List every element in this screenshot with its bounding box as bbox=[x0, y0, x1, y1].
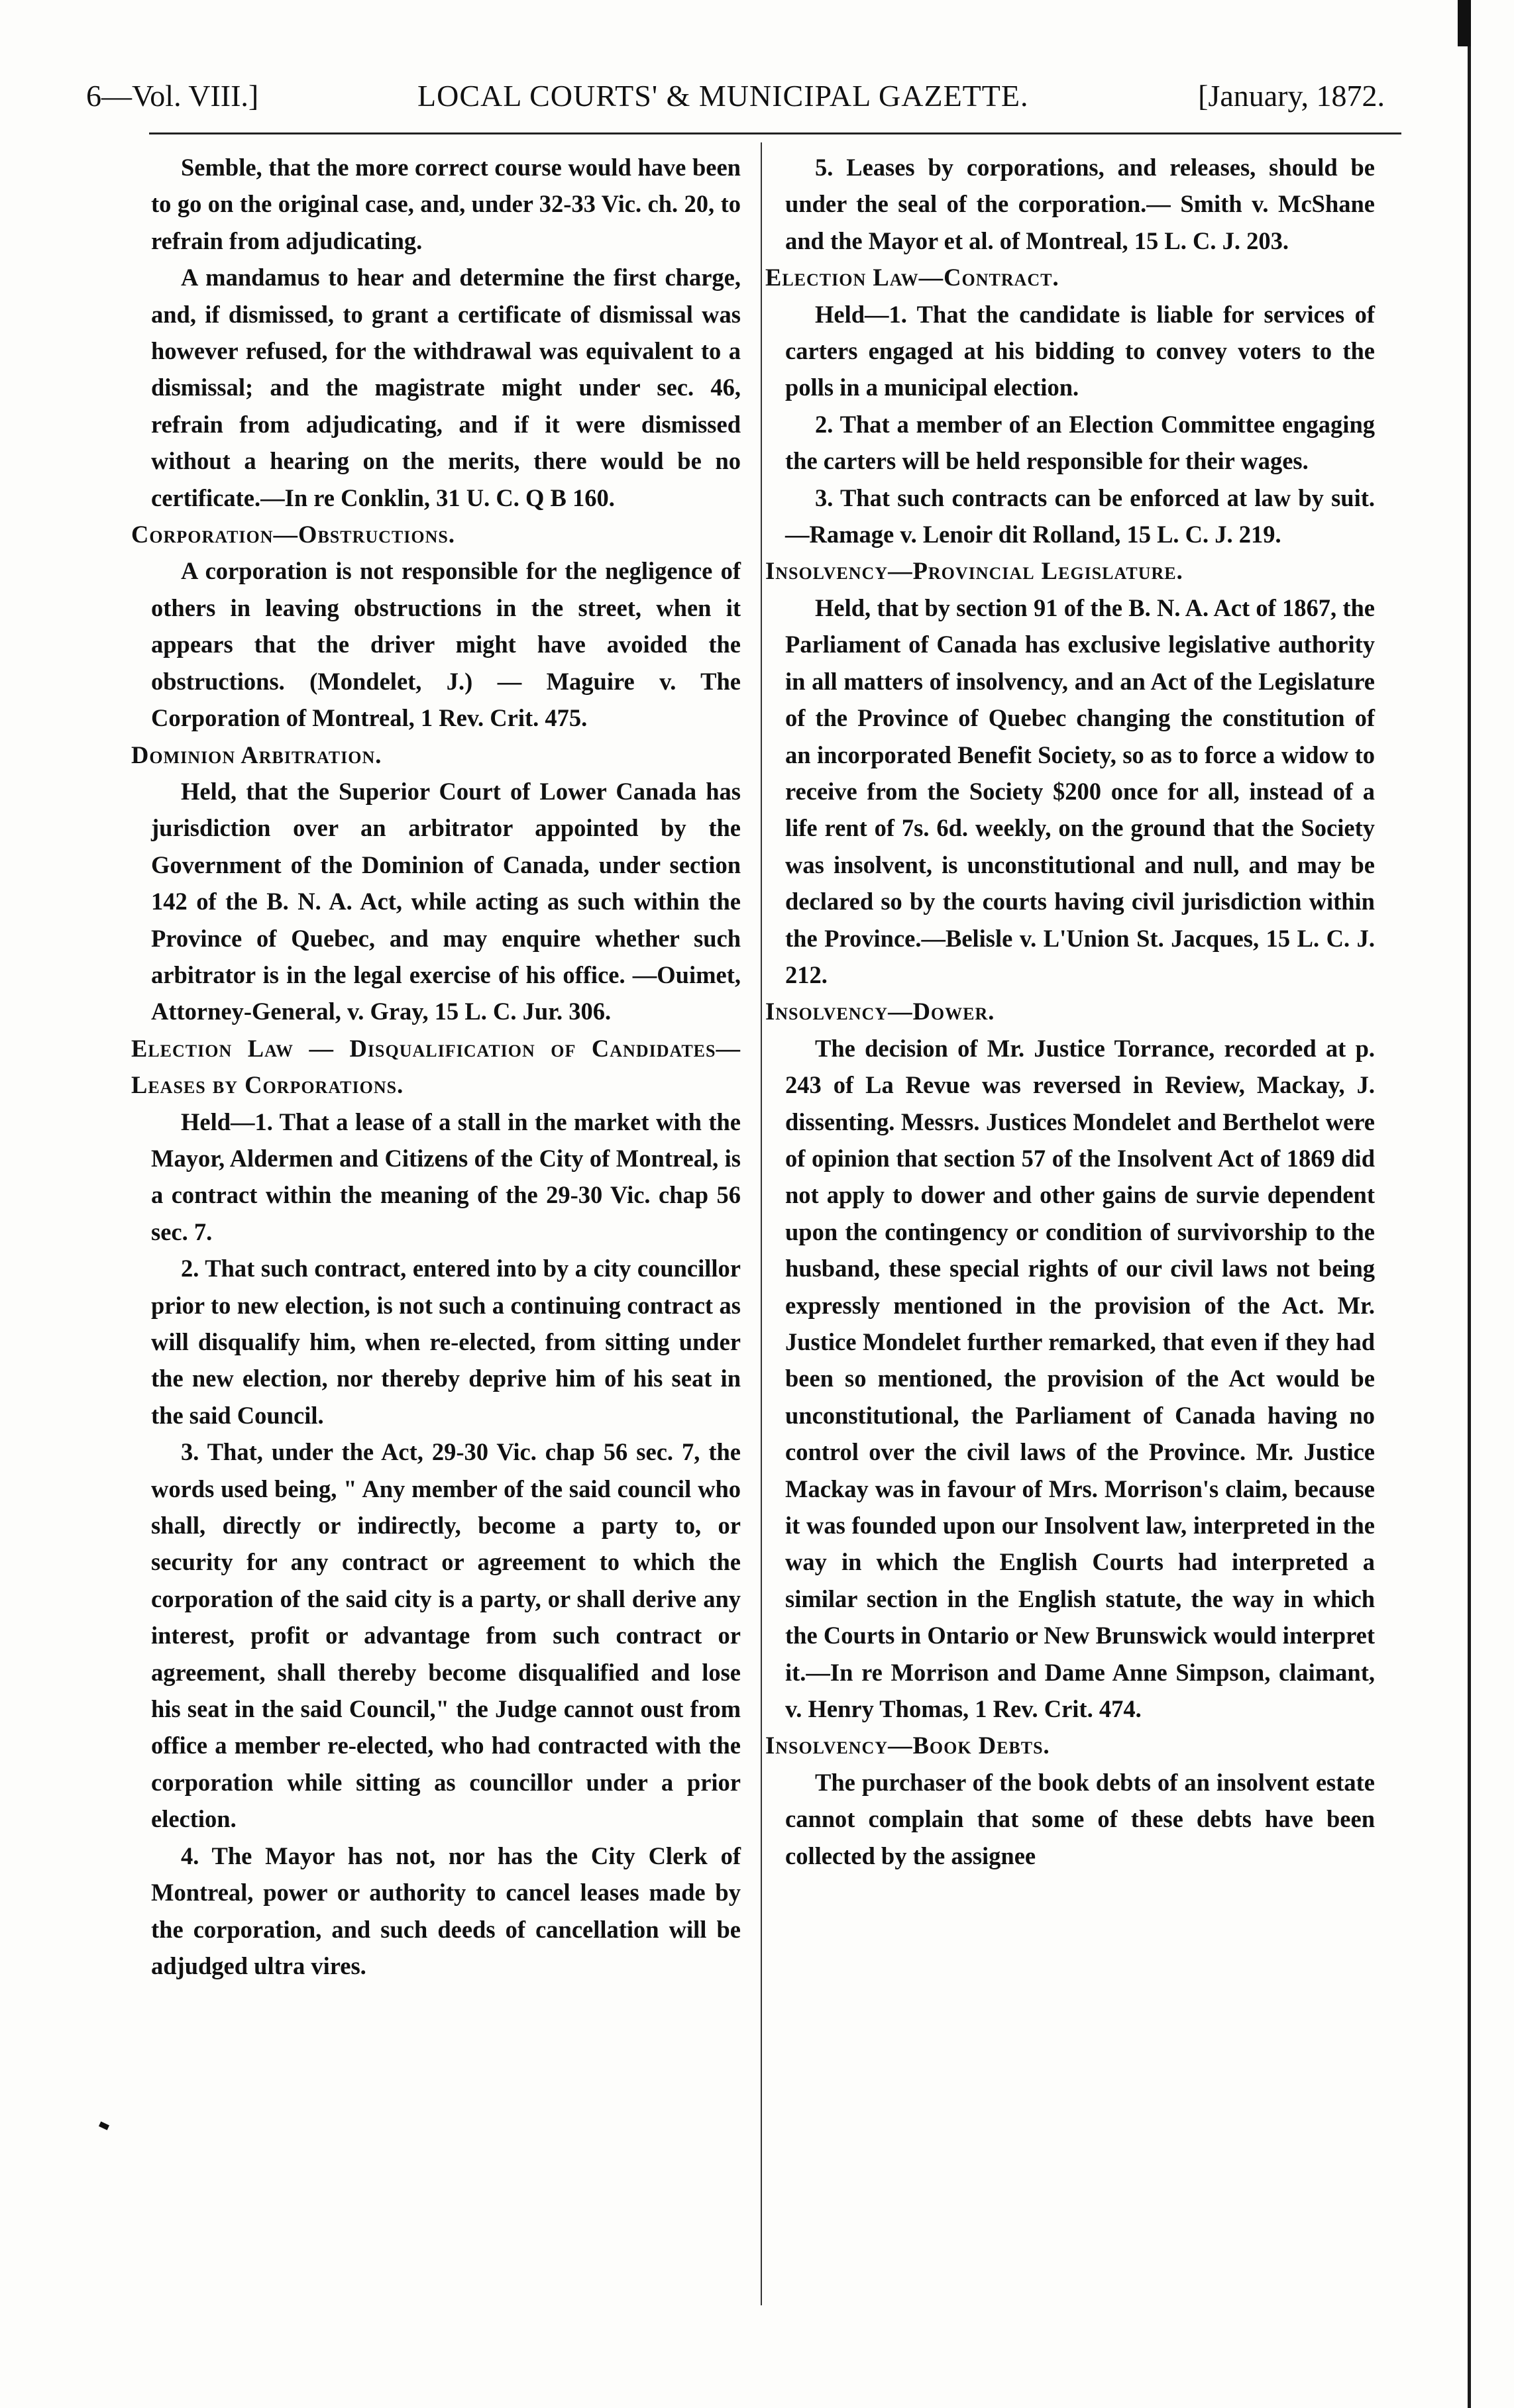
paragraph: The purchaser of the book debts of an insolvent estate cannot complain that some of these debts have been collected by the assignee bbox=[785, 1768, 1375, 1869]
paragraph: 5. Leases by corporations, and releases, should be under the seal of the corporation.— Smith v. McShane and the Mayor et al. of Montreal, 15 L. C. J. 203. bbox=[785, 154, 1375, 254]
paragraph: Held—1. That a lease of a stall in the market with the Mayor, Aldermen and Citizens of the City of Montreal, is a contract within the meaning of the 29-30 Vic. chap 56 sec. 7. bbox=[151, 1108, 741, 1245]
page-edge-mark bbox=[1458, 0, 1471, 46]
header-rule bbox=[149, 132, 1401, 134]
section-heading: Election Law—Contract. bbox=[765, 264, 1059, 291]
paragraph: Held, that by section 91 of the B. N. A. Act of 1867, the Parliament of Canada has exclusive legislative authority in all matters of insolvency, and an Act of the Legislature of the Province of Quebec changing the constitution of an incorporated Benefit Society, so as to force a widow to receive from the Society $200 once for all, instead of a life rent of 7s. 6d. weekly, on the ground that the Society was insolvent, is unconstitutional and null, and may be declared so by the courts having civil jurisdiction within the Province.—Belisle v. L'Union St. Jacques, 15 L. C. J. 212. bbox=[785, 594, 1375, 988]
stray-ink-mark bbox=[99, 2121, 109, 2130]
section-heading: Dominion Arbitration. bbox=[131, 741, 382, 768]
paragraph: 4. The Mayor has not, nor has the City Clerk of Montreal, power or authority to cancel leases made by the corporation, and such deeds of cancellation will be adjudged ultra vires. bbox=[151, 1842, 741, 1979]
page-volume: 6—Vol. VIII.] bbox=[86, 79, 259, 113]
paragraph: 3. That such contracts can be enforced at law by suit.—Ramage v. Lenoir dit Rolland, 15 L. C. J. 219. bbox=[785, 484, 1375, 549]
running-header bbox=[86, 70, 1385, 123]
publication-title: LOCAL COURTS' & MUNICIPAL GAZETTE. bbox=[417, 79, 1029, 113]
paragraph: Held—1. That the candidate is liable for services of carters engaged at his bidding to convey voters to the polls in a municipal election. bbox=[785, 300, 1375, 401]
section-heading: Election Law — Disqualification of Candidates—Leases by Corporations. bbox=[131, 1034, 741, 1099]
paragraph: A mandamus to hear and determine the first charge, and, if dismissed, to grant a certificate of dismissal was however refused, for the withdrawal was equivalent to a dismissal; and the magistrate might under sec. 46, refrain from adjudicating, and if it were dismissed without a hearing on the merits, there would be no certificate.—In re Conklin, 31 U. C. Q B 160. bbox=[151, 264, 741, 511]
paragraph: Held, that the Superior Court of Lower Canada has jurisdiction over an arbitrator appointed by the Government of the Dominion of Canada, under section 142 of the B. N. A. Act, while acting as such within the Province of Quebec, and may enquire whether such arbitrator is in the legal exercise of his office. —Ouimet, Attorney-General, v. Gray, 15 L. C. Jur. 306. bbox=[151, 777, 741, 1025]
section-heading: Insolvency—Provincial Legislature. bbox=[765, 557, 1183, 585]
page-edge-rule bbox=[1468, 0, 1471, 2408]
section-heading: Corporation—Obstructions. bbox=[131, 521, 455, 549]
section-heading: Insolvency—Dower. bbox=[765, 998, 995, 1025]
paragraph: 3. That, under the Act, 29-30 Vic. chap 56 sec. 7, the words used being, " Any member of the said council who shall, directly or indirectly, become a party to, or security for any contract or agreement to which the corporation of the said city is a party, or shall derive any interest, profit or advantage from such contract or agreement, shall thereby become disqualified and lose his seat in the said Council," the Judge cannot oust from office a member re-elected, who had contracted with the corporation while sitting as councillor under a prior election. bbox=[151, 1438, 741, 1833]
right-column bbox=[765, 149, 1375, 1874]
column-divider bbox=[761, 142, 762, 2305]
left-column bbox=[131, 149, 741, 1984]
section-heading: Insolvency—Book Debts. bbox=[765, 1732, 1050, 1759]
paragraph: 2. That such contract, entered into by a city councillor prior to new election, is not such a continuing contract as will disqualify him, when re-elected, from sitting under the new election, nor thereby deprive him of his seat in the said Council. bbox=[151, 1255, 741, 1429]
paragraph: Semble, that the more correct course would have been to go on the original case, and, under 32-33 Vic. ch. 20, to refrain from adjudicating. bbox=[151, 154, 741, 254]
paragraph: A corporation is not responsible for the negligence of others in leaving obstructions in the street, when it appears that the driver might have avoided the obstructions. (Mondelet, J.) — Maguire v. The Corporation of Montreal, 1 Rev. Crit. 475. bbox=[151, 557, 741, 732]
issue-date: [January, 1872. bbox=[1198, 79, 1385, 113]
paragraph: 2. That a member of an Election Committee engaging the carters will be held responsible for their wages. bbox=[785, 410, 1375, 475]
paragraph: The decision of Mr. Justice Torrance, recorded at p. 243 of La Revue was reversed in Review, Mackay, J. dissenting. Messrs. Justices Mondelet and Berthelot were of opinion that section 57 of the Insolvent Act of 1869 did not apply to dower and other gains de survie dependent upon the contingency or condition of survivorship to the husband, these special rights of our civil laws not being expressly mentioned in the provision of the Act. Mr. Justice Mondelet further remarked, that even if they had been so mentioned, the provision of the Act would be unconstitutional, the Parliament of Canada having no control over the civil laws of the Province. Mr. Justice Mackay was in favour of Mrs. Morrison's claim, because it was founded upon our Insolvent law, interpreted in the way in which the English Courts had interpreted a similar section in the English statute, the way in which the Courts in Ontario or New Brunswick would interpret it.—In re Morrison and Dame Anne Simpson, claimant, v. Henry Thomas, 1 Rev. Crit. 474. bbox=[785, 1034, 1375, 1723]
